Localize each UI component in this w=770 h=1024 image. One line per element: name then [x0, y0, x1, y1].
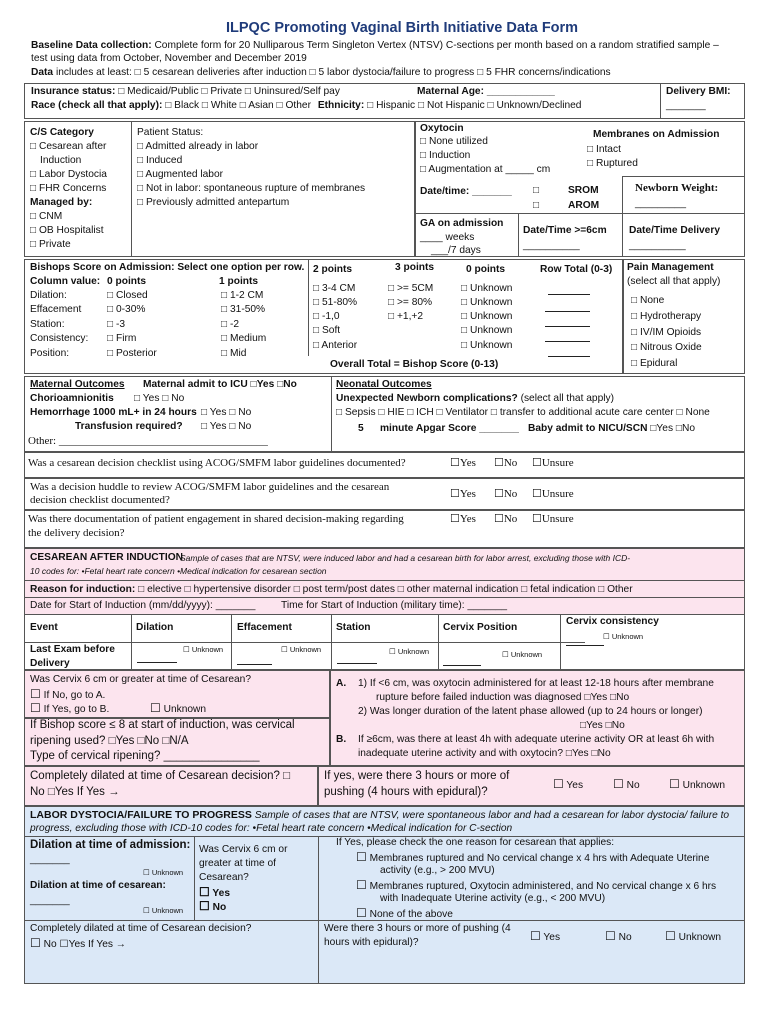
- cervix6-q-3: Cesarean?: [199, 872, 249, 883]
- bishop-option[interactable]: □ 51-80%: [313, 297, 358, 308]
- ld-pushing-no[interactable]: ☐ No: [605, 929, 632, 943]
- cervix6-q-1: Was Cervix 6 cm or: [199, 844, 288, 855]
- race-options[interactable]: □ Black □ White □ Asian □ Other: [165, 100, 311, 111]
- pain-item[interactable]: □ IV/IM Opioids: [631, 327, 702, 338]
- nicu-options[interactable]: □Yes □No: [650, 423, 696, 434]
- ld-reason-1[interactable]: ☐ Membranes ruptured and No cervical change x 4 hrs with Adequate Uterine: [356, 850, 710, 864]
- a-question-2-options[interactable]: □Yes □No: [580, 720, 625, 731]
- if-no-option[interactable]: ☐ If No, go to A.: [30, 687, 106, 701]
- ld-pushing-yes[interactable]: ☐ Yes: [530, 929, 561, 943]
- managed-by-title: Managed by:: [30, 197, 93, 208]
- col-2-points: 2 points: [313, 264, 353, 275]
- ga-days[interactable]: ___/7 days: [431, 245, 481, 256]
- col-cervix-position: Cervix Position: [443, 622, 518, 633]
- pain-item[interactable]: □ Epidural: [631, 358, 678, 369]
- select-all-note: (select all that apply): [520, 393, 614, 404]
- bishop-row-label: Dilation:: [30, 290, 67, 301]
- dt-delivery-label: Date/Time Delivery: [629, 225, 720, 236]
- ld-ifyes-label: If Yes, please check the one reason for cesarean that applies:: [336, 837, 615, 848]
- col-0-points: 0 points: [107, 276, 147, 287]
- bishop-option[interactable]: □ Closed: [107, 290, 148, 301]
- cs-item[interactable]: □ Labor Dystocia: [30, 169, 107, 180]
- newborn-complications-label: Unexpected Newborn complications?: [336, 393, 518, 404]
- col-station: Station: [336, 622, 371, 633]
- yes-checkbox[interactable]: ☐Yes: [450, 488, 476, 500]
- dilation-admission-field[interactable]: _______: [30, 854, 70, 865]
- bishop-option[interactable]: □ 3-4 CM: [313, 283, 356, 294]
- cervix6-question: Was Cervix 6 cm or greater at time of Cesarean?: [30, 674, 251, 685]
- apgar-field[interactable]: minute Apgar Score _______: [380, 423, 519, 434]
- dt-delivery-field[interactable]: __________: [629, 240, 686, 251]
- ld-completely-dilated-options[interactable]: ☐ No ☐Yes If Yes →: [30, 936, 126, 950]
- patient-status-item[interactable]: □ Previously admitted antepartum: [137, 197, 290, 208]
- col-event: Event: [30, 622, 58, 633]
- engagement-question-1: Was there documentation of patient engagement in shared decision-making regarding: [28, 513, 404, 525]
- a-question-1b[interactable]: rupture before failed induction was diagnosed □Yes □No: [376, 692, 630, 703]
- cs-item[interactable]: □ FHR Concerns: [30, 183, 107, 194]
- col-dilation: Dilation: [136, 622, 174, 633]
- unknown-checkbox[interactable]: ☐ Unknown: [603, 632, 644, 641]
- bishop-option[interactable]: □ -2: [221, 319, 240, 330]
- ld-reason-1b: activity (e.g., > 200 MVU): [380, 865, 495, 876]
- last-exam-label-1: Last Exam before: [30, 644, 115, 655]
- pushing-no[interactable]: ☐ No: [613, 777, 640, 791]
- overall-total-label: Overall Total = Bishop Score (0-13): [330, 359, 499, 370]
- ld-completely-dilated-q: Completely dilated at time of Cesarean decision?: [30, 923, 252, 934]
- a-question-2: 2) Was longer duration of the latent phase allowed (up to 24 hours or longer): [358, 706, 703, 717]
- managed-item[interactable]: □ Private: [30, 239, 71, 250]
- bmi-label: Delivery BMI:: [666, 86, 731, 97]
- bishop-option[interactable]: □ Unknown: [461, 283, 513, 294]
- data-text: includes at least: □ 5 cesarean deliveries after induction □ 5 labor dystocia/failure to progress □ 5 FHR concerns/indications: [55, 67, 611, 78]
- newborn-weight-label: Newborn Weight:: [635, 182, 719, 194]
- induction-time-field[interactable]: Time for Start of Induction (military time): _______: [281, 600, 508, 611]
- ga-title: GA on admission: [420, 218, 504, 229]
- pain-item[interactable]: □ None: [631, 295, 665, 306]
- b-question: If ≥6cm, was there at least 4h with adequate uterine activity OR at least 6h with: [358, 734, 715, 745]
- cai-description-1: Sample of cases that are NTSV, were induced labor and had a cesarean birth for labor arrest, excluding those with ICD-: [180, 553, 631, 563]
- maternal-outcomes-title: Maternal Outcomes: [30, 379, 125, 390]
- pain-title: Pain Management: [627, 262, 714, 273]
- ld-description-1: Sample of cases that are NTSV, were spontaneous labor and had a cesarean for labor dystocia/ failure to: [254, 810, 730, 821]
- ld-title: LABOR DYSTOCIA/FAILURE TO PROGRESS: [30, 809, 252, 821]
- completely-dilated-question[interactable]: Completely dilated at time of Cesarean decision? □: [30, 770, 291, 782]
- oxytocin-item[interactable]: □ Induction: [420, 150, 471, 161]
- bishop-option[interactable]: □ Unknown: [461, 340, 513, 351]
- chorio-label: Chorioamnionitis: [30, 393, 114, 404]
- unknown-checkbox[interactable]: ☐ Unknown: [389, 647, 430, 656]
- cervix6-yes[interactable]: ☐ Yes: [199, 885, 230, 899]
- membranes-title: Membranes on Admission: [593, 129, 720, 140]
- col-unknown-points: 0 points: [466, 264, 506, 275]
- race-label: Race (check all that apply):: [31, 100, 163, 111]
- huddle-question-2: decision checklist documented?: [30, 494, 170, 506]
- bishop-row-label: Effacement: [30, 304, 82, 315]
- insurance-label: Insurance status:: [31, 86, 116, 97]
- unknown-checkbox[interactable]: ☐ Unknown: [281, 645, 322, 654]
- unknown-option[interactable]: ☐ Unknown: [150, 701, 207, 715]
- arom-label: AROM: [568, 200, 600, 211]
- induction-date-field[interactable]: Date for Start of Induction (mm/dd/yyyy): _______: [30, 600, 256, 611]
- completely-dilated-options[interactable]: No □Yes If Yes →: [30, 786, 120, 798]
- patient-status-item[interactable]: □ Not in labor: spontaneous rupture of membranes: [137, 183, 366, 194]
- bishop8-question-1: If Bishop score ≤ 8 at start of induction, was cervical: [30, 719, 295, 731]
- other-field[interactable]: Other: ______________________________________: [28, 435, 268, 447]
- unknown-checkbox[interactable]: ☐ Unknown: [502, 650, 543, 659]
- yes-checkbox[interactable]: ☐Yes: [450, 513, 476, 525]
- patient-status-item[interactable]: □ Admitted already in labor: [137, 141, 259, 152]
- ld-reason-2b: with Inadequate Uterine activity (e.g., < 200 MVU): [380, 893, 606, 904]
- col-cervix-consistency: Cervix consistency: [566, 616, 659, 627]
- managed-item[interactable]: □ CNM: [30, 211, 63, 222]
- section-b-label: B.: [336, 734, 347, 745]
- managed-item[interactable]: □ OB Hospitalist: [30, 225, 104, 236]
- bishop-option[interactable]: □ +1,+2: [388, 311, 424, 322]
- bishop-option[interactable]: □ >= 5CM: [388, 283, 434, 294]
- no-checkbox[interactable]: ☐No: [494, 513, 518, 525]
- ld-description-2: progress, excluding those with ICD-10 codes for: •Fetal heart rate concern •Medical indication for C-section: [30, 823, 513, 834]
- baseline-label: Baseline Data collection:: [31, 40, 152, 51]
- huddle-question-1: Was a decision huddle to review ACOG/SMFM labor guidelines and the cesarean: [30, 481, 390, 493]
- no-checkbox[interactable]: ☐No: [494, 457, 518, 469]
- data-label: Data: [31, 67, 54, 78]
- row-total-header: Row Total (0-3): [540, 264, 613, 275]
- dilation-cesarean-label: Dilation at time of cesarean:: [30, 880, 166, 891]
- baseline-text-1: Complete form for 20 Nulliparous Term Singleton Vertex (NTSV) C-sections per month based on a random stratified sample –: [154, 40, 719, 51]
- section-a-label: A.: [336, 678, 347, 689]
- bishop-option[interactable]: □ 31-50%: [221, 304, 266, 315]
- pain-item[interactable]: □ Hydrotherapy: [631, 311, 702, 322]
- cervix6-no[interactable]: ☐ No: [199, 899, 227, 913]
- pushing-question-2: pushing (4 hours with epidural)?: [324, 786, 488, 798]
- ga-weeks[interactable]: ____ weeks: [420, 232, 475, 243]
- oxytocin-item[interactable]: □ None utilized: [420, 136, 488, 147]
- if-yes-option[interactable]: ☐ If Yes, go to B.: [30, 701, 110, 715]
- cai-description-2: 10 codes for: •Fetal heart rate concern •Medical indication for cesarean section: [30, 566, 327, 576]
- srom-checkbox[interactable]: □: [533, 185, 540, 196]
- bishop-option[interactable]: □ -1,0: [313, 311, 340, 322]
- bishop-option[interactable]: □ -3: [107, 319, 126, 330]
- ethnicity-label: Ethnicity:: [317, 100, 365, 111]
- bishop-option[interactable]: □ Firm: [107, 333, 137, 344]
- ld-pushing-q-2: hours with epidural)?: [324, 937, 419, 948]
- oxytocin-title: Oxytocin: [420, 123, 464, 134]
- bishop-row-label: Consistency:: [30, 333, 89, 344]
- col-3-points: 3 points: [395, 262, 435, 273]
- baseline-text-2: test using data from October, November and December 2019: [31, 53, 307, 64]
- unsure-checkbox[interactable]: ☐Unsure: [532, 513, 574, 525]
- bishop-option[interactable]: □ Posterior: [107, 348, 157, 359]
- unsure-checkbox[interactable]: ☐Unsure: [532, 457, 574, 469]
- cervix6-q-2: greater at time of: [199, 858, 277, 869]
- cs-item[interactable]: □ Cesarean after: [30, 141, 107, 152]
- ethnicity-options[interactable]: □ Hispanic □ Not Hispanic □ Unknown/Declined: [367, 100, 582, 111]
- cs-item: Induction: [40, 155, 82, 166]
- bishop-option[interactable]: □ >= 80%: [388, 297, 433, 308]
- icu-question[interactable]: Maternal admit to ICU □Yes □No: [143, 379, 297, 390]
- transfusion-label: Transfusion required?: [75, 421, 183, 432]
- dilation-admission-label: Dilation at time of admission:: [30, 839, 191, 851]
- unknown-checkbox[interactable]: ☐ Unknown: [143, 868, 184, 877]
- ld-reason-3[interactable]: ☐ None of the above: [356, 906, 453, 920]
- form-title: ILPQC Promoting Vaginal Birth Initiative Data Form: [226, 20, 579, 36]
- ld-pushing-q-1: Were there 3 hours or more of pushing (4: [324, 923, 511, 934]
- hemorrhage-options[interactable]: □ Yes □ No: [201, 407, 252, 418]
- no-checkbox[interactable]: ☐No: [494, 488, 518, 500]
- ld-pushing-unknown[interactable]: ☐ Unknown: [665, 929, 722, 943]
- cai-title: CESAREAN AFTER INDUCTION: [30, 552, 184, 563]
- newborn-weight-field[interactable]: _________: [635, 198, 686, 209]
- oxytocin-item[interactable]: □ Augmentation at _____ cm: [420, 164, 551, 175]
- srom-label: SROM: [568, 185, 599, 196]
- dilation-cesarean-field[interactable]: _______: [30, 895, 70, 906]
- patient-status-item[interactable]: □ Induced: [137, 155, 183, 166]
- reason-label: Reason for induction:: [30, 584, 136, 595]
- hemorrhage-label: Hemorrhage 1000 mL+ in 24 hours: [30, 407, 197, 418]
- pushing-question-1: If yes, were there 3 hours or more of: [324, 770, 510, 782]
- pain-item[interactable]: □ Nitrous Oxide: [631, 342, 702, 353]
- checklist-question: Was a cesarean decision checklist using ACOG/SMFM labor guidelines documented?: [28, 457, 406, 469]
- patient-status-item[interactable]: □ Augmented labor: [137, 169, 224, 180]
- transfusion-options[interactable]: □ Yes □ No: [201, 421, 252, 432]
- bishop-option[interactable]: □ Mid: [221, 348, 247, 359]
- nicu-label: Baby admit to NICU/SCN: [528, 423, 648, 434]
- pushing-yes[interactable]: ☐ Yes: [553, 777, 584, 791]
- unknown-checkbox[interactable]: ☐ Unknown: [143, 906, 184, 915]
- bishop8-question-2[interactable]: ripening used? □Yes □No □N/A: [30, 735, 189, 747]
- unknown-checkbox[interactable]: ☐ Unknown: [183, 645, 224, 654]
- ld-reason-2[interactable]: ☐ Membranes ruptured, Oxytocin administered, and No cervical change x 6 hrs: [356, 878, 717, 892]
- dt6-label: Date/Time >=6cm: [523, 225, 607, 236]
- bishop-row-label: Position:: [30, 348, 70, 359]
- b-question-2[interactable]: inadequate uterine activity and with oxytocin? □Yes □No: [358, 748, 611, 759]
- membranes-item[interactable]: □ Ruptured: [587, 158, 638, 169]
- unsure-checkbox[interactable]: ☐Unsure: [532, 488, 574, 500]
- bishop-option[interactable]: □ 1-2 CM: [221, 290, 264, 301]
- arom-checkbox[interactable]: □: [533, 200, 540, 211]
- cs-category-title: C/S Category: [30, 127, 94, 138]
- a-question-1: 1) If <6 cm, was oxytocin administered for at least 12-18 hours after membrane: [358, 678, 714, 689]
- column-value-label: Column value:: [30, 276, 101, 287]
- bishop-option[interactable]: □ Medium: [221, 333, 267, 344]
- apgar-number: 5: [358, 423, 364, 434]
- chorio-options[interactable]: □ Yes □ No: [134, 393, 185, 404]
- bishop-option[interactable]: □ Unknown: [461, 311, 513, 322]
- newborn-complications-options[interactable]: □ Sepsis □ HIE □ ICH □ Ventilator □ transfer to additional acute care center □ None: [336, 407, 710, 418]
- col-effacement: Effacement: [237, 622, 292, 633]
- bishop-option[interactable]: □ Unknown: [461, 297, 513, 308]
- bishop-option[interactable]: □ 0-30%: [107, 304, 146, 315]
- insurance-options[interactable]: □ Medicaid/Public □ Private □ Uninsured/Self pay: [118, 86, 340, 97]
- neonatal-outcomes-title: Neonatal Outcomes: [336, 379, 432, 390]
- pushing-unknown[interactable]: ☐ Unknown: [669, 777, 726, 791]
- membranes-item[interactable]: □ Intact: [587, 144, 621, 155]
- ripening-type-field[interactable]: Type of cervical ripening? _______________: [30, 750, 260, 762]
- pain-subtitle: (select all that apply): [627, 276, 721, 287]
- engagement-question-2: the delivery decision?: [28, 527, 125, 539]
- bishop-option[interactable]: □ Soft: [313, 325, 341, 336]
- dt6-field[interactable]: __________: [523, 240, 580, 251]
- bishop-header: Bishops Score on Admission: Select one option per row.: [30, 262, 305, 273]
- last-exam-label-2: Delivery: [30, 658, 70, 669]
- datetime-field[interactable]: Date/time: _______: [420, 186, 512, 197]
- maternal-age-field[interactable]: Maternal Age: ____________: [417, 86, 555, 97]
- col-1-points: 1 points: [219, 276, 259, 287]
- patient-status-title: Patient Status:: [137, 127, 204, 138]
- bishop-option[interactable]: □ Anterior: [313, 340, 358, 351]
- bishop-row-label: Station:: [30, 319, 65, 330]
- yes-checkbox[interactable]: ☐Yes: [450, 457, 476, 469]
- bishop-option[interactable]: □ Unknown: [461, 325, 513, 336]
- reason-options[interactable]: □ elective □ hypertensive disorder □ post term/post dates □ other maternal indication □ fetal indication □ Other: [138, 584, 633, 595]
- bmi-field[interactable]: _______: [666, 100, 706, 111]
